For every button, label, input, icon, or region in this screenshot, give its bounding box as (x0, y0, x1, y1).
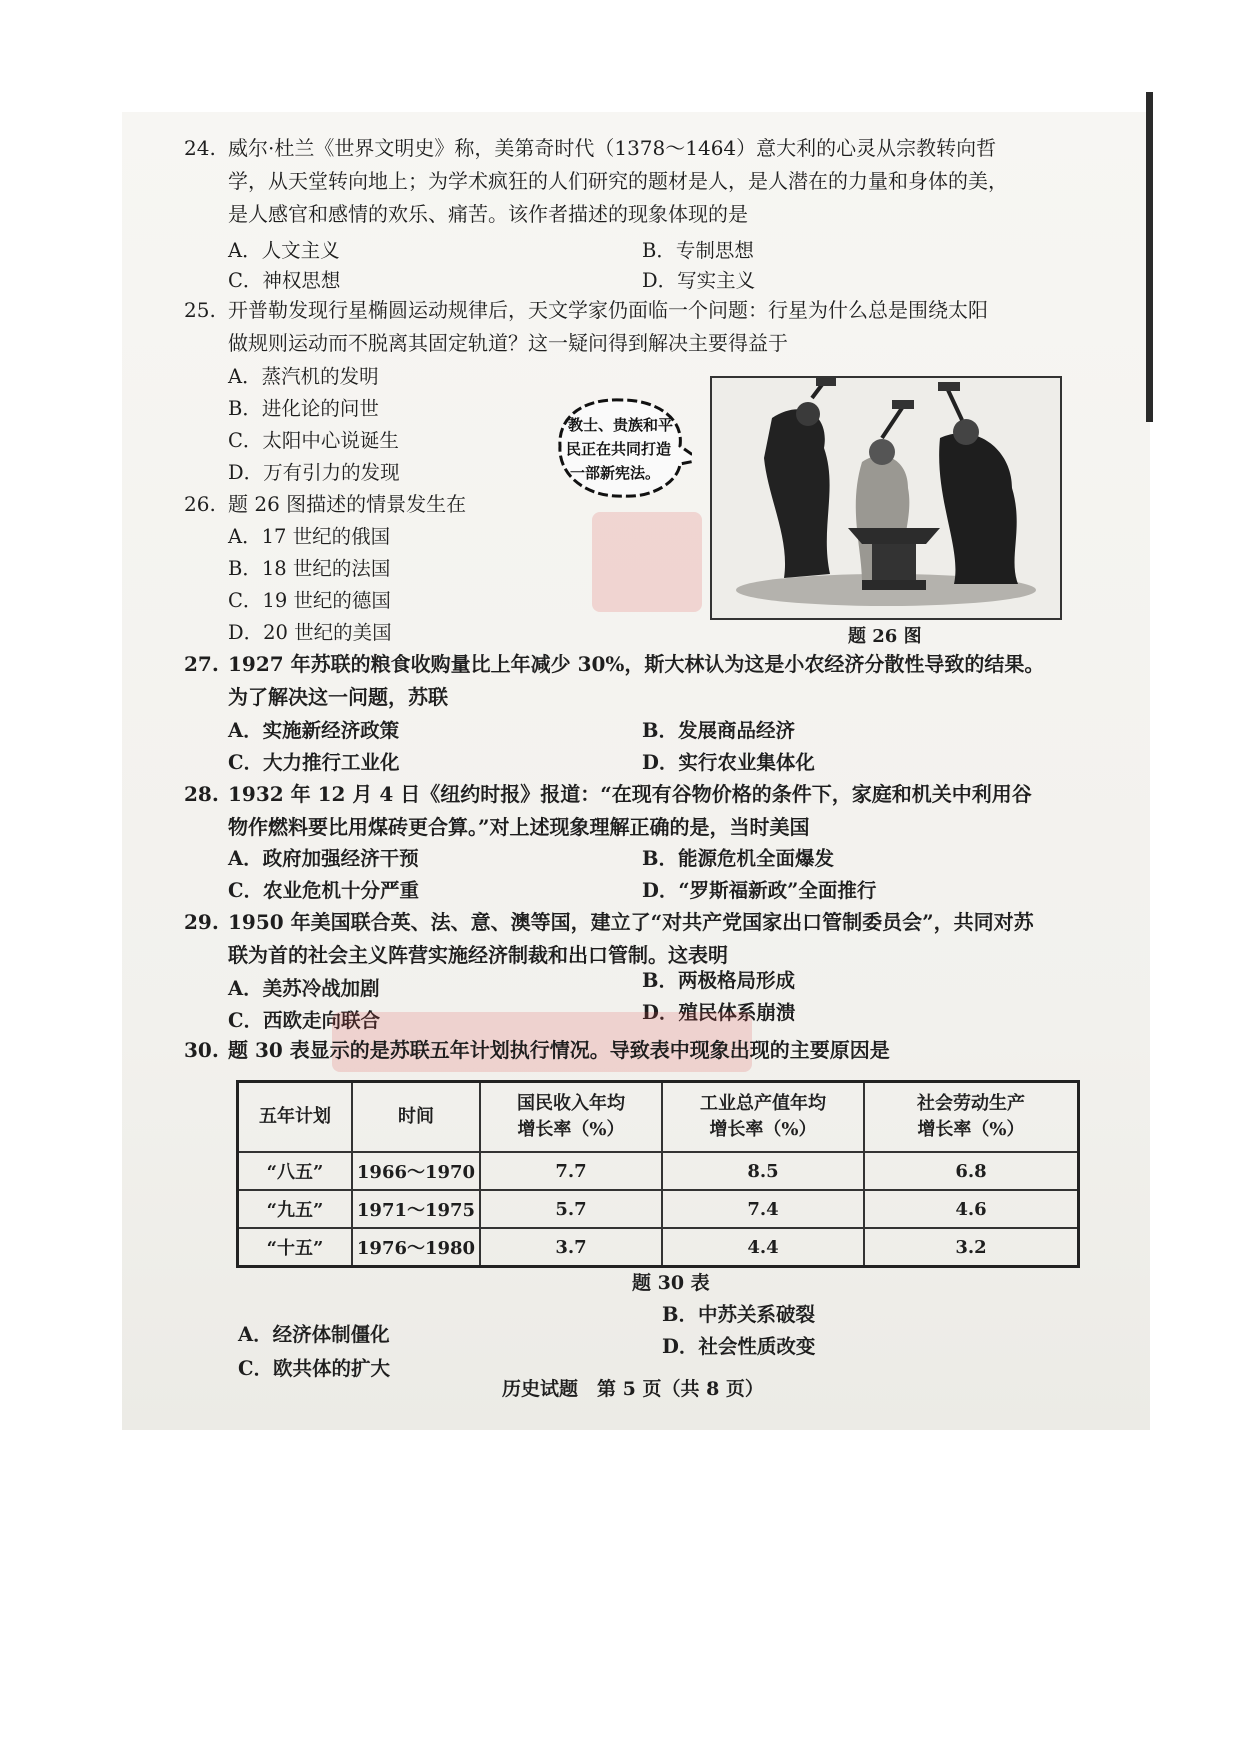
table-row (238, 1190, 1079, 1228)
table-cell: 6.8 (864, 1152, 1079, 1190)
cartoon-drawing (712, 378, 1060, 618)
question-number: 30. (184, 1038, 219, 1062)
table-cell: 1966～1970 (352, 1152, 480, 1190)
table-cell: “九五” (238, 1190, 353, 1228)
five-year-plan-table (236, 1080, 1080, 1268)
table-30-caption: 题 30 表 (632, 1272, 710, 1294)
option-26-d: D．20 世纪的美国 (228, 621, 392, 644)
option-29-a: A．美苏冷战加剧 (228, 977, 380, 1000)
option-24-a: A．人文主义 (228, 239, 340, 262)
page-footer: 历史试题 第 5 页（共 8 页） (502, 1378, 764, 1400)
option-24-c: C．神权思想 (228, 269, 341, 292)
question-30 (184, 1034, 1084, 1067)
cartoon-illustration (710, 376, 1062, 620)
column-header: 工业总产值年均 增长率（%） (662, 1082, 864, 1153)
question-29 (184, 906, 1084, 972)
column-header: 五年计划 (238, 1082, 353, 1153)
question-line: 威尔·杜兰《世界文明史》称，美第奇时代（1378～1464）意大利的心灵从宗教转向哲 (228, 136, 997, 160)
question-number: 26. (184, 492, 216, 516)
question-line: 联为首的社会主义阵营实施经济制裁和出口管制。这表明 (228, 943, 728, 967)
option-25-c: C．太阳中心说诞生 (228, 429, 399, 452)
option-26-a: A．17 世纪的俄国 (228, 525, 391, 548)
question-line: 1950 年美国联合英、法、意、澳等国，建立了“对共产党国家出口管制委员会”，共同对苏 (228, 910, 1034, 934)
question-line: 学，从天堂转向地上；为学术疯狂的人们研究的题材是人，是人潜在的力量和身体的美， (228, 169, 1008, 193)
option-26-c: C．19 世纪的德国 (228, 589, 391, 612)
question-number: 27. (184, 652, 219, 676)
bubble-line: 民正在共同打造 (566, 440, 672, 458)
question-27 (184, 648, 1084, 714)
table-cell: 5.7 (480, 1190, 662, 1228)
question-24 (184, 132, 1084, 231)
question-line: 开普勒发现行星椭圆运动规律后，天文学家仍面临一个问题：行星为什么总是围绕太阳 (228, 298, 988, 322)
question-number: 29. (184, 910, 219, 934)
table-cell: 3.2 (864, 1228, 1079, 1267)
table-cell: 7.7 (480, 1152, 662, 1190)
question-28 (184, 778, 1084, 844)
question-line: 物作燃料要比用煤砖更合算。”对上述现象理解正确的是，当时美国 (228, 815, 810, 839)
table-cell: 1976～1980 (352, 1228, 480, 1267)
option-28-b: B．能源危机全面爆发 (642, 847, 834, 870)
option-26-b: B．18 世纪的法国 (228, 557, 391, 580)
table-cell: 8.5 (662, 1152, 864, 1190)
option-27-a: A．实施新经济政策 (228, 719, 400, 742)
table-cell: 7.4 (662, 1190, 864, 1228)
question-line: 题 30 表显示的是苏联五年计划执行情况。导致表中现象出现的主要原因是 (228, 1038, 890, 1062)
option-30-b: B．中苏关系破裂 (662, 1303, 815, 1326)
table-cell: 4.4 (662, 1228, 864, 1267)
table-header-row (238, 1082, 1079, 1153)
column-header: 时间 (352, 1082, 480, 1153)
question-number: 28. (184, 782, 219, 806)
option-29-b: B．两极格局形成 (642, 969, 795, 992)
page-edge-shadow (1146, 92, 1153, 422)
table-row (238, 1152, 1079, 1190)
option-28-d: D．“罗斯福新政”全面推行 (642, 879, 877, 902)
table-row (238, 1228, 1079, 1267)
option-30-a: A．经济体制僵化 (238, 1323, 390, 1346)
table-cell: 1971～1975 (352, 1190, 480, 1228)
option-27-c: C．大力推行工业化 (228, 751, 400, 774)
column-header: 社会劳动生产 增长率（%） (864, 1082, 1079, 1153)
table-cell: 4.6 (864, 1190, 1079, 1228)
option-29-c: C．西欧走向联合 (228, 1009, 381, 1032)
option-30-d: D．社会性质改变 (662, 1335, 816, 1358)
table-cell: “八五” (238, 1152, 353, 1190)
question-number: 24. (184, 136, 216, 160)
option-28-a: A．政府加强经济干预 (228, 847, 419, 870)
option-27-d: D．实行农业集体化 (642, 751, 815, 774)
question-line: 1927 年苏联的粮食收购量比上年减少 30%，斯大林认为这是小农经济分散性导致的结果。 (228, 652, 1045, 676)
exam-page (122, 112, 1150, 1430)
option-25-b: B．进化论的问世 (228, 397, 379, 420)
option-29-d: D．殖民体系崩溃 (642, 1001, 796, 1024)
figure-26-caption: 题 26 图 (848, 626, 922, 647)
option-28-c: C．农业危机十分严重 (228, 879, 420, 902)
option-25-a: A．蒸汽机的发明 (228, 365, 379, 388)
stamp-mark (592, 512, 702, 612)
bubble-line: 一部新宪法。 (570, 464, 661, 482)
question-line: 做规则运动而不脱离其固定轨道？这一疑问得到解决主要得益于 (228, 331, 788, 355)
option-25-d: D．万有引力的发现 (228, 461, 400, 484)
bubble-line: 教士、贵族和平 (568, 416, 674, 434)
option-24-b: B．专制思想 (642, 239, 754, 262)
question-line: 为了解决这一问题，苏联 (228, 685, 448, 709)
table-cell: 3.7 (480, 1228, 662, 1267)
option-27-b: B．发展商品经济 (642, 719, 795, 742)
option-30-c: C．欧共体的扩大 (238, 1357, 391, 1380)
question-line: 题 26 图描述的情景发生在 (228, 492, 467, 516)
question-number: 25. (184, 298, 216, 322)
column-header: 国民收入年均 增长率（%） (480, 1082, 662, 1153)
question-line: 是人感官和感情的欢乐、痛苦。该作者描述的现象体现的是 (228, 202, 748, 226)
table-cell: “十五” (238, 1228, 353, 1267)
option-24-d: D．写实主义 (642, 269, 756, 292)
question-25 (184, 294, 1084, 360)
question-line: 1932 年 12 月 4 日《纽约时报》报道：“在现有谷物价格的条件下，家庭和机关中利用谷 (228, 782, 1032, 806)
speech-bubble (552, 394, 692, 504)
